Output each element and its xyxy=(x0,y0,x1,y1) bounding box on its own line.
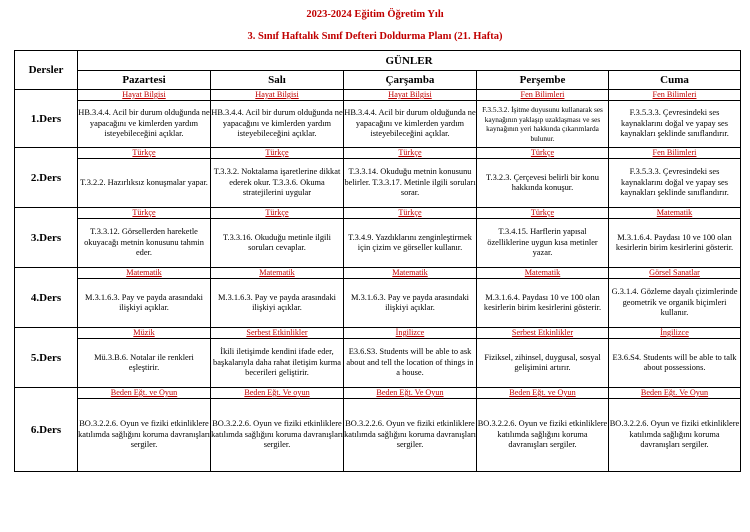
subject-name: Türkçe xyxy=(398,148,422,157)
objective-cell: E3.6.S4. Students will be able to talk about possessions. xyxy=(609,339,741,388)
objective-row xyxy=(15,219,741,268)
objective-cell: M.3.1.6.3. Pay ve payda arasındaki ilişkiyi açıklar. xyxy=(211,279,344,328)
objective-cell: T.3.3.2. Noktalama işaretlerine dikkat ederek okur. T.3.3.6. Okuma stratejilerini uygular xyxy=(211,159,344,208)
subject-cell xyxy=(609,208,741,219)
lesson-label: 1.Ders xyxy=(15,90,78,148)
subject-cell xyxy=(609,328,741,339)
subject-name: İngilizce xyxy=(395,328,425,337)
subject-name: Fen Bilimleri xyxy=(520,90,565,99)
objective-cell: HB.3.4.4. Acil bir durum olduğunda ne yapacağını ve kimlerden yardım isteyebileceğini açıklar. xyxy=(344,101,477,148)
subject-name: Beden Eğt. ve Oyun xyxy=(110,388,178,397)
objective-cell: BO.3.2.2.6. Oyun ve fiziki etkinliklere katılımda sağlığını koruma davranışları sergiler. xyxy=(609,399,741,472)
objective-cell: G.3.1.4. Gözleme dayalı çizimlerinde geometrik ve organik biçimleri kullanır. xyxy=(609,279,741,328)
subject-name: Fen Bilimleri xyxy=(652,148,697,157)
subject-cell xyxy=(477,388,609,399)
subject-name: Türkçe xyxy=(132,148,156,157)
objective-cell: M.3.1.6.3. Pay ve payda arasındaki ilişkiyi açıklar. xyxy=(78,279,211,328)
objective-cell: F.3.5.3.3. Çevresindeki ses kaynaklarını doğal ve yapay ses kaynakları şeklinde sınıflandırır. xyxy=(609,159,741,208)
lesson-label: 4.Ders xyxy=(15,268,78,328)
objective-cell: M.3.1.6.3. Pay ve payda arasındaki ilişkiyi açıklar. xyxy=(344,279,477,328)
subject-row xyxy=(15,208,741,219)
subject-name: İngilizce xyxy=(660,328,689,337)
lesson-label: 5.Ders xyxy=(15,328,78,388)
subject-cell xyxy=(211,388,344,399)
objective-row xyxy=(15,159,741,208)
objective-cell: HB.3.4.4. Acil bir durum olduğunda ne yapacağını ve kimlerden yardım isteyebileceğini açıklar. xyxy=(78,101,211,148)
subject-name: Beden Eğt. Ve Oyun xyxy=(640,388,709,397)
subject-name: Beden Eğt. Ve oyun xyxy=(244,388,310,397)
subject-cell xyxy=(211,148,344,159)
objective-cell: BO.3.2.2.6. Oyun ve fiziki etkinliklere katılımda sağlığını koruma davranışları sergiler. xyxy=(78,399,211,472)
subject-cell xyxy=(78,268,211,279)
subject-cell xyxy=(477,328,609,339)
objective-row xyxy=(15,399,741,472)
objective-cell: T.3.3.14. Okuduğu metnin konusunu belirler. T.3.3.17. Metinle ilgili soruları sorar. xyxy=(344,159,477,208)
day-header-sali: Salı xyxy=(211,71,344,90)
subject-cell xyxy=(344,148,477,159)
objective-cell: M.3.1.6.4. Paydası 10 ve 100 olan kesirlerin birim kesirlerini gösterir. xyxy=(609,219,741,268)
subject-cell xyxy=(609,268,741,279)
subject-cell xyxy=(344,90,477,101)
lesson-label: 3.Ders xyxy=(15,208,78,268)
objective-cell: İkili iletişimde kendini ifade eder, başkalarıyla daha rahat iletişim kurma becerileri geliştirir. xyxy=(211,339,344,388)
objective-cell: BO.3.2.2.6. Oyun ve fiziki etkinliklere katılımda sağlığını koruma davranışları sergiler. xyxy=(477,399,609,472)
objective-cell: BO.3.2.2.6. Oyun ve fiziki etkinliklere katılımda sağlığını koruma davranışları sergiler. xyxy=(211,399,344,472)
objective-cell: E3.6.S3. Students will be able to ask about and tell the location of things in a house. xyxy=(344,339,477,388)
objective-row xyxy=(15,279,741,328)
subject-cell xyxy=(609,148,741,159)
subject-cell xyxy=(78,90,211,101)
subject-row xyxy=(15,388,741,399)
subject-name: Hayat Bilgisi xyxy=(388,90,432,99)
objective-cell: T.3.4.15. Harflerin yapısal özelliklerine uygun kısa metinler yazar. xyxy=(477,219,609,268)
subject-cell xyxy=(477,90,609,101)
subject-name: Türkçe xyxy=(530,148,555,157)
subject-row xyxy=(15,268,741,279)
subject-cell xyxy=(609,388,741,399)
subject-cell xyxy=(211,328,344,339)
subject-row xyxy=(15,90,741,101)
objective-cell: T.3.2.2. Hazırlıksız konuşmalar yapar. xyxy=(78,159,211,208)
subject-name: Türkçe xyxy=(265,208,289,217)
lesson-label: 2.Ders xyxy=(15,148,78,208)
subject-cell xyxy=(344,268,477,279)
objective-cell: BO.3.2.2.6. Oyun ve fiziki etkinliklere katılımda sağlığını koruma davranışları sergiler. xyxy=(344,399,477,472)
subject-name: Matematik xyxy=(392,268,428,277)
subject-name: Matematik xyxy=(259,268,295,277)
subject-cell xyxy=(78,328,211,339)
subject-name: Hayat Bilgisi xyxy=(255,90,299,99)
page-subtitle: 3. Sınıf Haftalık Sınıf Defteri Doldurma Planı (21. Hafta) xyxy=(247,31,503,42)
subject-name: Fen Bilimleri xyxy=(652,90,697,99)
page-title: 2023-2024 Eğitim Öğretim Yılı xyxy=(306,9,444,20)
subject-cell xyxy=(609,90,741,101)
subject-name: Matematik xyxy=(126,268,162,277)
subject-cell xyxy=(78,388,211,399)
objective-cell: Mü.3.B.6. Notalar ile renkleri eşleştirir. xyxy=(78,339,211,388)
subject-cell xyxy=(211,90,344,101)
dersler-header: Dersler xyxy=(15,51,78,90)
objective-cell: T.3.2.3. Çerçevesi belirli bir konu hakkında konuşur. xyxy=(477,159,609,208)
subject-cell xyxy=(477,208,609,219)
subject-cell xyxy=(477,148,609,159)
objective-cell: F.3.5.3.2. İşitme duyusunu kullanarak ses kaynağının yaklaşıp uzaklaşması ve ses kaynağının yeri hakkında çıkarımlarda bulunur. xyxy=(477,101,609,148)
subject-row xyxy=(15,148,741,159)
subject-name: Görsel Sanatlar xyxy=(649,268,700,277)
subject-name: Serbest Etkinlikler xyxy=(246,328,308,337)
subject-row xyxy=(15,328,741,339)
objective-cell: F.3.5.3.3. Çevresindeki ses kaynaklarını doğal ve yapay ses kaynakları şeklinde sınıflandırır. xyxy=(609,101,741,148)
subject-cell xyxy=(211,268,344,279)
objective-row xyxy=(15,339,741,388)
subject-name: Serbest Etkinlikler xyxy=(511,328,574,337)
day-header-persembe: Perşembe xyxy=(477,71,609,90)
objective-row xyxy=(15,101,741,148)
subject-name: Matematik xyxy=(524,268,561,277)
subject-cell xyxy=(344,328,477,339)
gunler-header: GÜNLER xyxy=(78,51,741,71)
subject-name: Hayat Bilgisi xyxy=(122,90,166,99)
objective-cell: T.3.3.16. Okuduğu metinle ilgili soruları cevaplar. xyxy=(211,219,344,268)
subject-name: Türkçe xyxy=(398,208,422,217)
subject-name: Türkçe xyxy=(530,208,555,217)
objective-cell: T.3.3.12. Görsellerden hareketle okuyacağı metnin konusunu tahmin eder. xyxy=(78,219,211,268)
subject-name: Türkçe xyxy=(265,148,289,157)
objective-cell: T.3.4.9. Yazdıklarını zenginleştirmek için çizim ve görseller kullanır. xyxy=(344,219,477,268)
day-header-cuma: Cuma xyxy=(609,71,741,90)
day-header-carsamba: Çarşamba xyxy=(344,71,477,90)
subject-name: Matematik xyxy=(656,208,693,217)
objective-cell: HB.3.4.4. Acil bir durum olduğunda ne yapacağını ve kimlerden yardım isteyebileceğini açıklar. xyxy=(211,101,344,148)
subject-name: Müzik xyxy=(133,328,155,337)
subject-cell xyxy=(477,268,609,279)
subject-name: Türkçe xyxy=(132,208,156,217)
weekly-plan-table xyxy=(14,50,741,472)
objective-cell: Fiziksel, zihinsel, duygusal, sosyal gelişimini artırır. xyxy=(477,339,609,388)
subject-cell xyxy=(344,208,477,219)
plan-body xyxy=(15,90,741,472)
subject-cell xyxy=(344,388,477,399)
objective-cell: M.3.1.6.4. Paydası 10 ve 100 olan kesirlerin birim kesirlerini gösterir. xyxy=(477,279,609,328)
subject-cell xyxy=(211,208,344,219)
lesson-label: 6.Ders xyxy=(15,388,78,472)
day-header-pazartesi: Pazartesi xyxy=(78,71,211,90)
subject-cell xyxy=(78,148,211,159)
subject-cell xyxy=(78,208,211,219)
subject-name: Beden Eğt. ve Oyun xyxy=(509,388,576,397)
subject-name: Beden Eğt. Ve Oyun xyxy=(376,388,444,397)
